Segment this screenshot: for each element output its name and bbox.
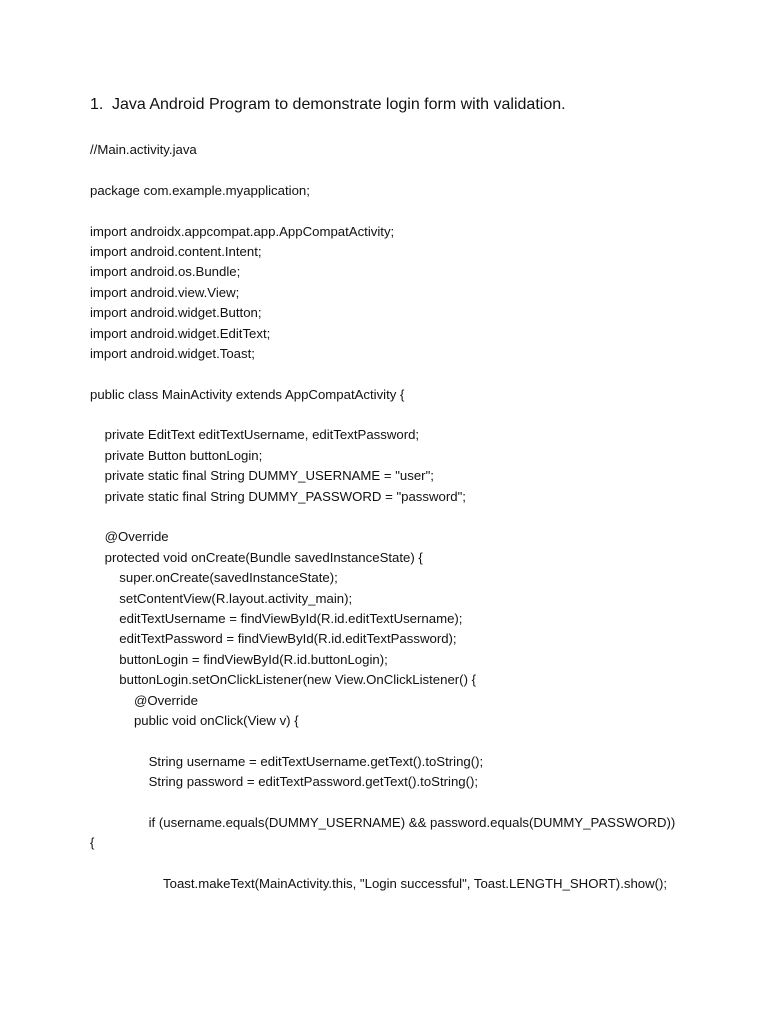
code-line: Toast.makeText(MainActivity.this, "Login successful", Toast.LENGTH_SHORT).show();: [90, 876, 668, 892]
code-line: private Button buttonLogin;: [90, 447, 263, 463]
code-line: [90, 160, 750, 180]
code-line: String password = editTextPassword.getText().toString();: [90, 774, 479, 790]
code-line: buttonLogin.setOnClickListener(new View.OnClickListener() {: [90, 672, 477, 688]
code-line: public void onClick(View v) {: [90, 712, 299, 728]
code-line: {: [90, 835, 95, 851]
code-line: super.onCreate(savedInstanceState);: [90, 570, 338, 586]
code-line: import android.widget.EditText;: [90, 325, 271, 341]
document-heading: [90, 94, 566, 116]
code-line: [90, 793, 750, 813]
code-line: import androidx.appcompat.app.AppCompatActivity;: [90, 223, 395, 239]
code-line: public class MainActivity extends AppCompatActivity {: [90, 386, 405, 402]
code-line: private EditText editTextUsername, editTextPassword;: [90, 427, 420, 443]
code-line: //Main.activity.java: [90, 142, 197, 157]
code-line: [90, 201, 750, 221]
code-listing: [90, 140, 750, 894]
code-line: String username = editTextUsername.getText().toString();: [90, 753, 484, 769]
code-line: @Override: [90, 529, 169, 545]
code-line: import android.widget.Toast;: [90, 345, 255, 361]
code-line: private static final String DUMMY_USERNAME = "user";: [90, 468, 434, 484]
code-line: [90, 364, 750, 384]
code-line: buttonLogin = findViewById(R.id.buttonLogin);: [90, 651, 388, 667]
heading-number: 1.: [90, 96, 104, 113]
code-line: editTextPassword = findViewById(R.id.editTextPassword);: [90, 631, 457, 647]
code-line: [90, 405, 750, 425]
code-line: import android.os.Bundle;: [90, 264, 241, 280]
code-line: package com.example.myapplication;: [90, 182, 310, 198]
code-line: @Override: [90, 692, 198, 708]
code-line: [90, 507, 750, 527]
code-line: [90, 854, 750, 874]
code-line: import android.content.Intent;: [90, 243, 262, 259]
code-line: import android.view.View;: [90, 284, 240, 300]
code-line: private static final String DUMMY_PASSWORD = "password";: [90, 488, 466, 504]
code-line: editTextUsername = findViewById(R.id.editTextUsername);: [90, 610, 463, 626]
heading-text: Java Android Program to demonstrate login form with validation.: [112, 96, 566, 113]
code-line: setContentView(R.layout.activity_main);: [90, 590, 353, 606]
code-line: if (username.equals(DUMMY_USERNAME) && password.equals(DUMMY_PASSWORD)): [90, 814, 676, 830]
code-line: import android.widget.Button;: [90, 305, 262, 321]
code-line: [90, 731, 750, 751]
code-line: protected void onCreate(Bundle savedInstanceState) {: [90, 549, 423, 565]
